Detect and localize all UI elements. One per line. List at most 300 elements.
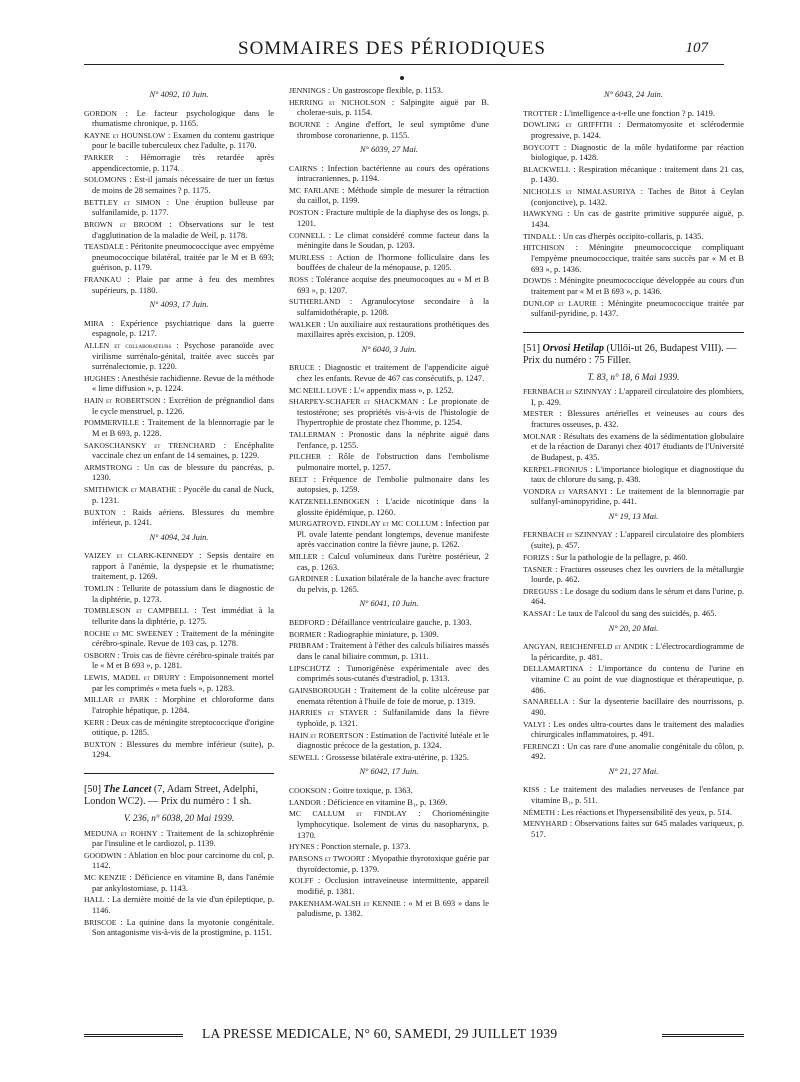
article-entry xyxy=(289,231,489,252)
article-title: : Hémorragie très retardée après appendicectomie, p. 1174. xyxy=(92,153,274,173)
article-title: : Trois cas de fièvre cérébro-spinale traités par le « M et B 693 », p. 1281. xyxy=(92,650,274,671)
column-left xyxy=(84,86,274,940)
article-entry xyxy=(84,198,274,219)
article-entry xyxy=(523,587,744,608)
article-entry xyxy=(289,574,489,595)
article-authors: MURLESS xyxy=(289,252,325,262)
article-title: : Ponction sternale, p. 1373. xyxy=(314,842,411,852)
article-authors: BORMER xyxy=(289,629,322,639)
article-title: : Chorioméningite lymphocytique. Isolement de virus du nasopharynx, p. 1370. xyxy=(297,809,489,840)
article-entry xyxy=(289,253,489,274)
article-title: : Infection bactérienne au cours des opérations intracraniennes, p. 1194. xyxy=(297,163,489,184)
article-title: : Est-il jamais nécessaire de tuer un fœtus de moins de 28 semaines ? p. 1175. xyxy=(92,175,274,195)
article-entry xyxy=(523,530,744,551)
article-title: : Fractures osseuses chez les ouvriers de la métallurgie lourde, p. 462. xyxy=(531,564,744,585)
article-entry xyxy=(84,895,274,916)
article-authors: NICHOLLS et NIMALASURIYA xyxy=(523,187,636,197)
article-title: : Méningite pneumococcique compliquant l'empyème pneumococcique, traitée sans succès par « M et B 693 », p. 1436. xyxy=(531,243,744,274)
article-authors: SUTHERLAND xyxy=(289,297,341,307)
article-authors: MENYHARD xyxy=(523,819,568,829)
article-authors: KERPEL-FRONIUS xyxy=(523,464,588,474)
article-authors: ALLEN et collaborateurs xyxy=(84,340,172,350)
article-title: : Traitement de la colite ulcéreuse par enemata rétention à l'huile de foie de morue, p. 1319. xyxy=(297,686,489,706)
article-title: : Respiration mécanique : traitement dans 21 cas, p. 1430. xyxy=(531,164,744,185)
article-title: : Méthode simple de mesurer la rétraction du caillot, p. 1199. xyxy=(297,185,489,206)
article-authors: HYNES xyxy=(289,842,315,852)
article-title: : Le propionate de testostérone; ses propriétés vis-à-vis de l'histologie de l'hypertrophie de prostate chez l'homme, p. 1254. xyxy=(297,397,489,428)
article-title: : Radiographie miniature, p. 1309. xyxy=(321,629,439,639)
article-entry xyxy=(84,740,274,761)
article-title: : Un cas d'herpès occipito-collaris, p. 1435. xyxy=(556,231,704,241)
article-title: : Salpingite aiguë par B. cholerae-suis, p. 1154. xyxy=(297,97,489,118)
article-authors: WALKER xyxy=(289,319,322,329)
article-title: : L'appareil circulatoire des plombiers, I, p. 429. xyxy=(531,387,744,407)
article-entry xyxy=(84,319,274,340)
journal-name: The Lancet xyxy=(103,784,152,796)
article-entry xyxy=(289,430,489,451)
entry-list xyxy=(289,164,489,341)
article-authors: MIRA xyxy=(84,318,105,328)
article-authors: VONDRA et VARSANYI xyxy=(523,486,607,496)
article-entry xyxy=(84,918,274,939)
article-title: : Examen du contenu gastrique pour le bacille tuberculeux chez l'adulte, p. 1170. xyxy=(92,130,274,151)
article-authors: TALLERMAN xyxy=(289,430,336,440)
article-authors: FRANKAU xyxy=(84,275,122,285)
article-entry xyxy=(289,98,489,119)
article-authors: BOYCOTT xyxy=(523,142,560,152)
article-entry xyxy=(289,876,489,897)
article-title: : Le traitement des maladies nerveuses de l'enfance par vitamine B₁, p. 511. xyxy=(531,785,744,806)
article-authors: HERRING et NICHOLSON xyxy=(289,97,386,107)
article-entry xyxy=(289,120,489,141)
article-entry xyxy=(84,242,274,274)
article-authors: MEDUNA et ROHNY xyxy=(84,828,158,838)
article-title: : Observations sur le test d'agglutination de la maladie de Weil, p. 1178. xyxy=(92,219,274,240)
article-authors: HAIN et ROBERTSON xyxy=(84,396,161,406)
article-authors: DOWDS xyxy=(523,276,552,286)
article-title: : Un cas de blessure du pancréas, p. 1230. xyxy=(92,462,274,483)
article-title: : Excrétion de prégnandiol dans le cycle menstruel, p. 1226. xyxy=(92,396,274,416)
article-entry xyxy=(289,452,489,473)
article-authors: TINDALL xyxy=(523,231,557,241)
article-entry xyxy=(523,664,744,696)
article-entry xyxy=(289,786,489,797)
article-entry xyxy=(523,232,744,243)
article-title: : Traitement de la blennorragie par le M et B 693, p. 1228. xyxy=(92,418,274,438)
article-authors: PILCHER xyxy=(289,452,322,462)
article-authors: MC FARLANE xyxy=(289,185,339,195)
article-entry xyxy=(289,208,489,229)
article-title: : Déficience en vitamine B, dans l'anémie par ankylostomiase, p. 1143. xyxy=(92,873,274,893)
article-title: : Empoisonnement mortel par les comprimés « meta fuels », p. 1283. xyxy=(92,673,274,693)
article-authors: KOLFF xyxy=(289,876,314,886)
article-authors: KISS xyxy=(523,785,540,795)
article-authors: MILLER xyxy=(289,552,318,562)
article-entry xyxy=(84,175,274,196)
article-title: : Test immédiat à la tellurite dans la diphtérie, p. 1275. xyxy=(92,606,274,626)
section-rule xyxy=(523,332,744,333)
article-entry xyxy=(289,708,489,729)
article-authors: SAKOSCHANSKY et TRENCHARD xyxy=(84,440,216,450)
article-title: : Tolérance acquise des pneumocoques au « M et B 693 », p. 1207. xyxy=(297,275,489,295)
article-authors: FORIZS xyxy=(523,552,550,562)
article-authors: FERNBACH et SZINNYAY xyxy=(523,530,613,540)
article-title: : Myopathie thyrotoxique guérie par thyroïdectomie, p. 1379. xyxy=(297,853,489,874)
article-title: : Agranulocytose secondaire à la sulfamidothérapie, p. 1208. xyxy=(297,297,489,317)
article-entry xyxy=(84,584,274,605)
article-authors: BROWN et BROOM xyxy=(84,219,162,229)
article-authors: TOMLIN xyxy=(84,583,114,593)
article-title: : Un cas rare d'une anomalie congénitale du côlon, p. 492. xyxy=(531,741,744,762)
footer-rule xyxy=(662,1034,744,1037)
article-authors: PRIBRAM xyxy=(289,641,324,651)
article-entry xyxy=(523,720,744,741)
article-entry xyxy=(84,485,274,506)
article-title: : Le facteur psychologique dans le rhumatisme chronique, p. 1165. xyxy=(92,108,274,129)
column-middle xyxy=(289,86,489,921)
article-title: : Ablation en bloc pour carcinome du col, p. 1142. xyxy=(92,850,274,871)
article-title: : L'appareil circulatoire des plombiers (suite), p. 457. xyxy=(531,530,744,551)
article-authors: KERR xyxy=(84,717,105,727)
article-title: : Blessures du membre inférieur (suite), p. 1294. xyxy=(92,739,274,760)
article-entry xyxy=(84,131,274,152)
entry-list xyxy=(84,551,274,761)
journal-heading xyxy=(523,343,744,367)
article-entry xyxy=(289,386,489,397)
article-entry xyxy=(289,475,489,496)
article-title: : Deux cas de méningite streptococcique d'origine otitique, p. 1285. xyxy=(92,717,274,738)
article-title: : Occlusion intraveineuse intermittente, appareil modifié, p. 1381. xyxy=(297,876,489,896)
article-title: : Sur la dysenterie bacillaire des nourrissons, p. 490. xyxy=(531,697,744,717)
article-authors: SOLOMONS xyxy=(84,175,127,185)
entry-list xyxy=(289,786,489,920)
entry-list xyxy=(523,109,744,320)
article-entry xyxy=(523,697,744,718)
article-authors: DUNLOP et LAURIE xyxy=(523,298,597,308)
article-entry xyxy=(523,487,744,508)
article-entry xyxy=(84,109,274,130)
column-right xyxy=(523,86,744,842)
issue-heading: N° 4093, 17 Juin. xyxy=(149,300,209,310)
journal-name: Orvosi Hetilap xyxy=(542,342,604,354)
article-title: : Expérience psychiatrique dans la guerre espagnole, p. 1217. xyxy=(92,318,274,339)
article-title: : Tumorigénèse expérimentale avec des comprimés sous-cutanés d'œstradiol, p. 1313. xyxy=(297,663,489,684)
article-title: : Calcul volumineux dans l'urètre postérieur, 2 cas, p. 1263. xyxy=(297,552,489,572)
article-authors: NÉMETH xyxy=(523,807,556,817)
article-title: : Pyocèle du canal de Nuck, p. 1231. xyxy=(92,485,274,505)
article-title: : Psychose paranoïde avec virilisme surrénalo-génital, traitée avec succès par surrénalectomie, p. 1220. xyxy=(92,340,275,372)
article-authors: BUXTON xyxy=(84,507,116,517)
article-entry xyxy=(523,609,744,620)
article-entry xyxy=(289,363,489,384)
article-authors: BEDFORD xyxy=(289,617,325,627)
article-entry xyxy=(84,551,274,583)
article-authors: FERNBACH et SZINNYAY xyxy=(523,387,612,397)
journal-heading xyxy=(84,784,274,808)
article-entry xyxy=(523,409,744,430)
article-entry xyxy=(523,143,744,164)
article-authors: GORDON xyxy=(84,108,117,118)
article-authors: PAKENHAM-WALSH et KENNIE xyxy=(289,898,401,908)
article-authors: BLACKWELL xyxy=(523,164,571,174)
article-entry xyxy=(523,276,744,297)
article-authors: KAYNE et HOUNSLOW xyxy=(84,130,166,140)
article-authors: POSTON xyxy=(289,208,319,218)
article-title: : Fracture multiple de la diaphyse des os longs, p. 1201. xyxy=(297,208,489,228)
journal-info: (Ullői-ut 26, Budapest VIII). — Prix du numéro : 75 Filler. xyxy=(523,342,737,366)
article-authors: DREGUSS xyxy=(523,586,559,596)
article-title: : L'intelligence a-t-elle une fonction ? p. 1419. xyxy=(557,108,715,118)
article-title: : L'importance biologique et diagnostique du taux de chlorure du sang, p. 438. xyxy=(531,464,744,485)
article-entry xyxy=(289,164,489,185)
article-authors: HAWKYNG xyxy=(523,209,563,219)
article-title: : Traitement de la schizophrénie par l'insuline et le cardiozol, p. 1139. xyxy=(92,828,274,849)
article-title: : Résultats des examens de la sédimentation globulaire et de la réaction de Daranyi chez 4017 étudiants de l'Université de Budapest, p. 435. xyxy=(531,431,744,462)
article-entry xyxy=(523,808,744,819)
article-title: : L'électrocardiogramme de la péricardite, p. 481. xyxy=(531,642,744,662)
article-title: : Taches de Bitot à Ceylan (conjonctive), p. 1432. xyxy=(531,187,744,207)
article-entry xyxy=(84,374,274,395)
journal-number: [51] xyxy=(523,342,540,354)
article-title: : Un gastroscope flexible, p. 1153. xyxy=(325,86,443,95)
article-entry xyxy=(84,673,274,694)
article-authors: SANARELLA xyxy=(523,697,569,707)
entry-list xyxy=(289,86,489,141)
article-authors: TASNER xyxy=(523,564,553,574)
article-authors: KATZENELLENBOGEN xyxy=(289,496,370,506)
article-authors: SHARPEY-SCHAFER et SHACKMAN xyxy=(289,397,419,407)
article-title: : Le taux de l'alcool du sang des suicidés, p. 465. xyxy=(550,609,717,619)
article-title: : Encéphalite vaccinale chez un enfant de 14 semaines, p. 1229. xyxy=(92,440,274,461)
article-title: : Raids aériens. Blessures du membre inférieur, p. 1241. xyxy=(92,507,274,528)
article-entry xyxy=(289,86,489,97)
article-entry xyxy=(289,809,489,841)
article-entry xyxy=(289,297,489,318)
article-title: : Infection par Pl. ovale latente pendant longtemps, devenue manifeste après vaccination contre la fièvre jaune, p. 1262. xyxy=(297,519,489,550)
article-title: : Défaillance ventriculaire gauche, p. 1303. xyxy=(324,617,472,627)
article-title: : Sepsis dentaire en rapport à l'anémie, la dyspepsie et le rhumatisme; traitement, p. 1269. xyxy=(92,551,274,582)
article-authors: ROSS xyxy=(289,275,309,285)
article-authors: LANDOR xyxy=(289,797,322,807)
article-title: : Le climat considéré comme facteur dans la méningite dans le Soudan, p. 1203. xyxy=(297,230,489,251)
article-authors: PARKER xyxy=(84,153,114,163)
article-entry xyxy=(84,341,274,373)
entry-list xyxy=(289,363,489,595)
issue-heading: N° 19, 13 Mai. xyxy=(608,511,659,521)
article-entry xyxy=(84,829,274,850)
article-title: : Traitement à l'éther des calculs biliaires massés dans le canal biliaire commun, p. 1311. xyxy=(297,641,489,661)
article-entry xyxy=(289,753,489,764)
article-authors: JENNINGS xyxy=(289,86,326,95)
article-authors: DOWLING et GRIFFITH xyxy=(523,120,613,130)
article-title: : Blessures artérielles et veineuses au cours des fractures osseuses, p. 432. xyxy=(531,409,744,429)
article-authors: KASSAI xyxy=(523,609,551,619)
article-authors: BOURNE xyxy=(289,120,321,130)
article-entry xyxy=(84,396,274,417)
article-title: : Les réactions et l'hypersensibilité des yeux, p. 514. xyxy=(555,807,732,817)
article-authors: TOMBLESON et CAMPBELL xyxy=(84,606,189,616)
article-entry xyxy=(84,851,274,872)
article-entry xyxy=(523,243,744,275)
article-authors: GARDINER xyxy=(289,574,329,584)
article-entry xyxy=(289,854,489,875)
article-entry xyxy=(84,463,274,484)
article-entry xyxy=(523,819,744,840)
article-entry xyxy=(523,109,744,120)
article-title: : Un auxiliaire aux restaurations prothétiques des maxillaires après excision, p. 1209. xyxy=(297,319,489,340)
article-authors: MC NEILL LOVE xyxy=(289,385,348,395)
article-title: : Angine d'effort, le seul symptôme d'une thrombose coronarienne, p. 1155. xyxy=(297,120,489,140)
article-title: : Un cas de gastrite primitive suppurée aiguë, p. 1434. xyxy=(531,209,744,229)
article-authors: TROTTER xyxy=(523,108,558,118)
article-entry xyxy=(523,120,744,141)
article-entry xyxy=(523,432,744,464)
article-entry xyxy=(289,630,489,641)
article-entry xyxy=(84,873,274,894)
article-authors: PARSONS et TWOORT xyxy=(289,853,366,863)
page-number: 107 xyxy=(685,40,708,56)
article-authors: VALYI xyxy=(523,719,546,729)
article-authors: MILLAR et PARK xyxy=(84,695,150,705)
article-authors: BETTLEY et SIMON xyxy=(84,197,161,207)
article-entry xyxy=(84,718,274,739)
article-authors: CAIRNS xyxy=(289,163,318,173)
article-title: : Morphine et chloroforme dans l'atrophie hépatique, p. 1284. xyxy=(92,695,275,715)
journal-info: (7, Adam Street, Adelphi, London WC2). — Prix du numéro : 1 sh. xyxy=(84,784,259,808)
footer-rule xyxy=(84,1034,183,1037)
article-entry xyxy=(84,651,274,672)
article-title: : Action de l'hormone folliculaire dans les bouffées de chaleur de la ménopause, p. 1205. xyxy=(297,252,489,273)
article-authors: FERENCZI xyxy=(523,741,560,751)
article-title: : Sur la pathologie de la pellagre, p. 460. xyxy=(549,552,688,562)
issue-heading: N° 6043, 24 Juin. xyxy=(604,90,663,99)
article-authors: VAIZEY et CLARK-KENNEDY xyxy=(84,551,194,561)
article-title: : Diagnostic de la môle hydatiforme par réaction biologique, p. 1428. xyxy=(531,142,744,163)
volume-heading: V. 236, n° 6038, 20 Mai 1939. xyxy=(123,813,235,824)
article-title: : Déficience en vitamine B₁, p. 1369. xyxy=(321,797,448,807)
entry-list xyxy=(84,319,274,529)
page-footer xyxy=(84,1026,744,1044)
article-entry xyxy=(523,209,744,230)
article-title: : Goitre toxique, p. 1363. xyxy=(326,785,413,795)
article-entry xyxy=(84,220,274,241)
article-title: : Luxation bilatérale de la hanche avec fracture du pelvis, p. 1265. xyxy=(297,574,489,594)
article-entry xyxy=(289,899,489,920)
article-entry xyxy=(84,606,274,627)
article-entry xyxy=(523,642,744,663)
article-authors: SEWELL xyxy=(289,752,320,762)
entry-list xyxy=(523,530,744,619)
article-title: : Péritonite pneumococcique avec empyème pneumococcique bilatéral, traitée par le M et B 693; guérison, p. 1179. xyxy=(92,242,274,273)
article-title: : Méningite pneumococcique développée au cours d'un traitement par « M et B 693 », p. 1436. xyxy=(531,276,744,296)
issue-heading: N° 4094, 24 Juin. xyxy=(149,532,209,542)
article-entry xyxy=(289,397,489,429)
article-title: : Estimation de l'activité lutéale et le diagnostic précoce de la gestation, p. 1324. xyxy=(297,730,489,751)
issue-heading: N° 6040, 3 Juin. xyxy=(361,344,417,354)
article-authors: BRUCE xyxy=(289,363,315,373)
article-entry xyxy=(523,465,744,486)
article-entry xyxy=(523,553,744,564)
issue-heading: N° 21, 27 Mai. xyxy=(608,766,659,776)
article-entry xyxy=(289,731,489,752)
article-entry xyxy=(289,686,489,707)
article-title: : Anesthésie rachidienne. Revue de la méthode « lime diffusion », p. 1224. xyxy=(92,373,274,394)
article-title: : Observations faites sur 645 malades variqueux, p. 517. xyxy=(531,819,744,840)
article-entry xyxy=(289,842,489,853)
article-authors: HARRIES et STAYER xyxy=(289,708,369,718)
article-title: : L'« appendix mass », p. 1252. xyxy=(347,385,454,395)
header-rule xyxy=(84,64,724,65)
article-authors: GAINSBOROUGH xyxy=(289,686,351,696)
entry-list xyxy=(523,785,744,840)
entry-list xyxy=(523,387,744,508)
article-authors: HAIN et ROBERTSON xyxy=(289,730,364,740)
entry-list xyxy=(523,642,744,763)
footer-text: LA PRESSE MEDICALE, N° 60, SAMEDI, 29 JUILLET 1939 xyxy=(202,1026,558,1041)
article-authors: TEASDALE xyxy=(84,242,124,252)
article-authors: MC KENZIE xyxy=(84,873,127,883)
article-authors: BELT xyxy=(289,474,308,484)
article-authors: MURGATROYD, FINDLAY et MC COLLUM xyxy=(289,519,439,529)
article-authors: GOODWIN xyxy=(84,850,122,860)
issue-heading: N° 6039, 27 Mai. xyxy=(359,145,419,155)
article-entry xyxy=(289,275,489,296)
article-title: : La dernière moitié de la vie d'un épileptique, p. 1146. xyxy=(92,895,274,915)
article-entry xyxy=(289,320,489,341)
article-title: : Traitement de la méningite cérébro-spinale. Revue de 103 cas, p. 1278. xyxy=(92,628,274,649)
article-entry xyxy=(84,441,274,462)
article-title: : Pronostic dans la néphrite aiguë dans l'enfance, p. 1255. xyxy=(297,430,489,450)
article-authors: ROCHE et MC SWEENEY xyxy=(84,628,174,638)
article-entry xyxy=(289,552,489,573)
article-title: : Fréquence de l'embolie pulmonaire dans les autopsies, p. 1259. xyxy=(297,474,489,495)
issue-heading: N° 6042, 17 Juin. xyxy=(359,767,419,777)
article-authors: MESTER xyxy=(523,409,554,419)
article-entry xyxy=(523,785,744,806)
article-entry xyxy=(289,664,489,685)
article-authors: HALL xyxy=(84,895,105,905)
article-entry xyxy=(84,695,274,716)
article-entry xyxy=(523,742,744,763)
article-title: : Sulfanilamide dans la fièvre typhoïde, p. 1321. xyxy=(297,708,490,728)
article-entry xyxy=(523,165,744,186)
issue-heading: N° 20, 20 Mai. xyxy=(608,623,659,633)
article-authors: LEWIS, MADEL et DRURY xyxy=(84,673,180,683)
article-entry xyxy=(289,798,489,809)
article-authors: ARMSTRONG xyxy=(84,462,133,472)
entry-list xyxy=(84,109,274,297)
article-title: : Les ondes ultra-courtes dans le traitement des maladies chirurgicales inflammatoires, p. 491. xyxy=(531,719,744,740)
article-title: : Grossesse bilatérale extra-utérine, p. 1325. xyxy=(319,752,469,762)
article-entry xyxy=(84,418,274,439)
article-title: : Dermatomyosite et sclérodermie progressive, p. 1424. xyxy=(531,120,744,140)
article-title: : Une éruption bulleuse par sulfanilamide, p. 1177. xyxy=(92,197,274,218)
article-title: : Plaie par arme à feu des membres supérieurs, p. 1180. xyxy=(92,275,274,295)
article-authors: MOLNAR xyxy=(523,431,557,441)
article-entry xyxy=(84,153,274,174)
entry-list xyxy=(289,618,489,763)
article-entry xyxy=(289,519,489,551)
article-authors: BUXTON xyxy=(84,739,116,749)
article-entry xyxy=(523,187,744,208)
article-entry xyxy=(84,275,274,296)
article-authors: SMITHWICK et MABATHE xyxy=(84,485,177,495)
article-entry xyxy=(84,629,274,650)
article-authors: HUGHES xyxy=(84,373,116,383)
article-authors: POMMERVILLE xyxy=(84,418,139,428)
article-title: : Méningite pneumococcique traitée par sulfanil-pyridine, p. 1437. xyxy=(531,298,745,319)
article-entry xyxy=(289,618,489,629)
